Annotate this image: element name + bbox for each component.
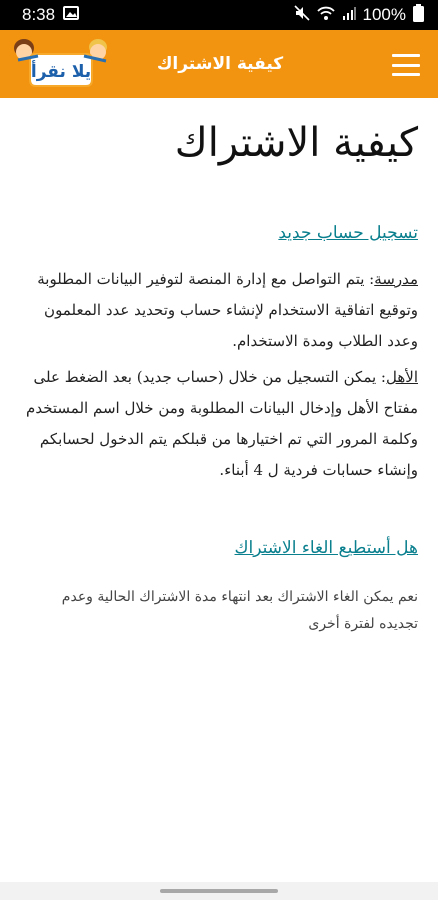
status-bar xyxy=(0,0,438,30)
battery-percent: 100% xyxy=(362,5,406,24)
hamburger-menu-icon[interactable] xyxy=(392,54,420,76)
school-text: : يتم التواصل مع إدارة المنصة لتوفير البيانات المطلوبة وتوقيع اتفاقية الاستخدام لإنشاء حساب وتحديد عدد المعلمون وعدد الطلاب ومدة الاستخدام. xyxy=(37,270,418,350)
school-paragraph xyxy=(20,264,418,357)
register-link[interactable]: تسجيل حساب جديد xyxy=(278,223,418,243)
app-logo xyxy=(8,34,114,90)
cancel-answer: نعم يمكن الغاء الاشتراك بعد انتهاء مدة الاشتراك الحالية وعدم تجديده لفترة أخرى xyxy=(61,589,418,632)
parents-paragraph xyxy=(20,362,418,486)
status-time: 8:38 xyxy=(22,5,56,24)
gesture-handle[interactable] xyxy=(160,889,278,893)
status-bar-left xyxy=(22,5,79,25)
parents-text: : يمكن التسجيل من خلال (حساب جديد) بعد الضغط على مفتاح الأهل وإدخال البيانات المطلوبة ومن خلال اسم المستخدم وكلمة المرور التي تم اختيارها من قبلكم يتم الدخول لحسابكم وإنشاء حسابات فردية ل 4 أبناء. xyxy=(26,368,418,479)
mute-icon xyxy=(294,5,310,26)
wifi-icon xyxy=(317,5,335,26)
parents-label: الأهل xyxy=(386,368,418,386)
signal-icon xyxy=(342,5,356,25)
image-icon xyxy=(63,5,79,25)
battery-icon xyxy=(413,4,424,27)
page-title: كيفية الاشتراك xyxy=(174,120,418,166)
status-bar-right xyxy=(294,4,424,27)
page-content xyxy=(0,98,438,882)
school-label: مدرسة xyxy=(374,270,418,288)
navigation-bar xyxy=(0,882,438,900)
cancel-subscription-link[interactable]: هل أستطيع الغاء الاشتراك xyxy=(234,538,418,558)
app-bar xyxy=(0,30,438,98)
logo-text: يلا نقرأ xyxy=(30,62,92,82)
app-bar-title: كيفية الاشتراك xyxy=(156,54,284,74)
